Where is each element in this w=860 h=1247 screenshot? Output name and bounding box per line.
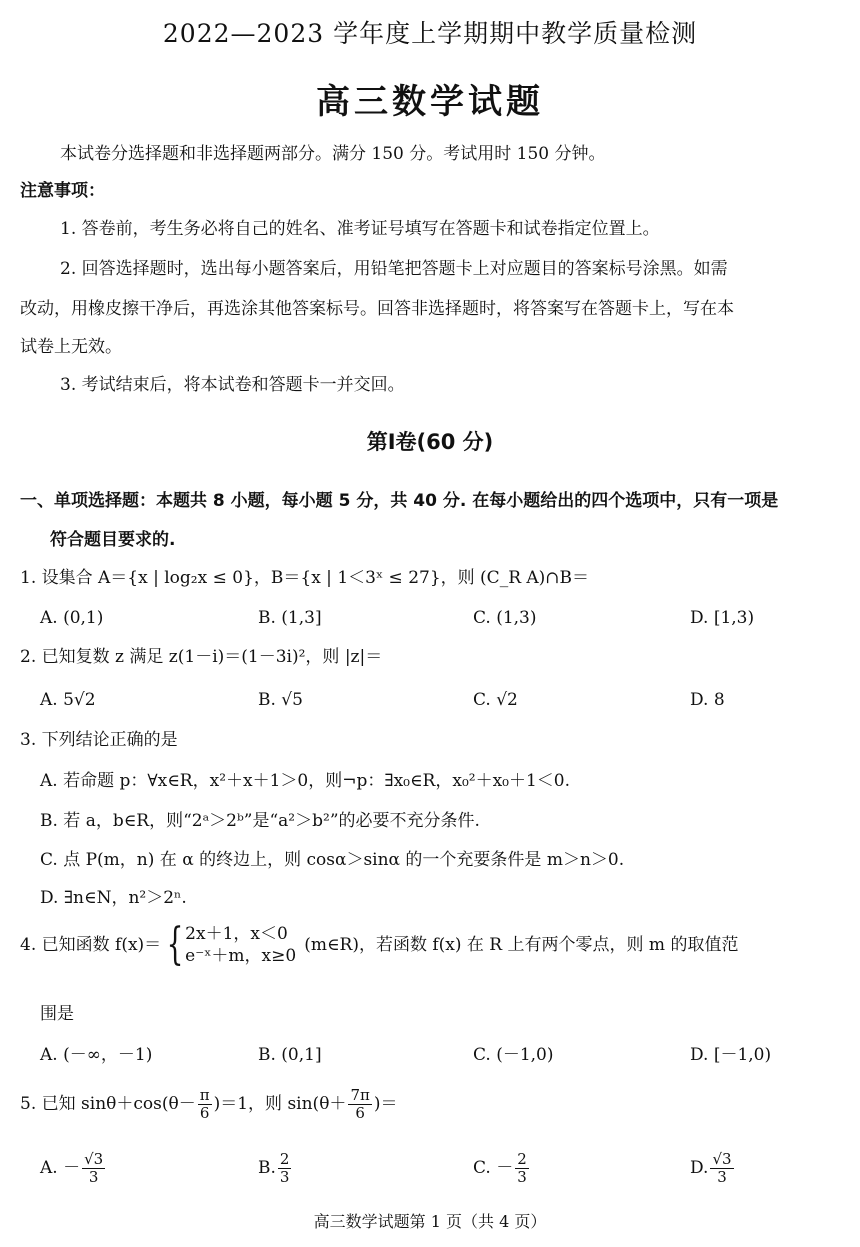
fraction-7pi-over-6 [348, 1087, 371, 1122]
question-4-option-c: C. (－1,0) [473, 1045, 554, 1065]
fraction-numerator: π [199, 1086, 210, 1104]
note-1: 1. 答卷前，考生务必将自己的姓名、准考证号填写在答题卡和试卷指定位置上。 [60, 219, 660, 239]
question-4-option-d: D. [－1,0) [690, 1045, 772, 1065]
question-3-option-c: C. 点 P(m，n) 在 α 的终边上，则 cosα＞sinα 的一个充要条件是 m＞n＞0. [40, 850, 625, 870]
fraction-pi-over-6 [198, 1087, 212, 1122]
exam-subtitle: 高三数学试题 [316, 82, 544, 122]
piecewise-case-1: 2x＋1，x＜0 [185, 924, 288, 944]
option-fraction [82, 1151, 105, 1186]
page-footer: 高三数学试题第 1 页（共 4 页） [313, 1212, 547, 1231]
question-4-stem-line-2: 围是 [40, 1004, 74, 1024]
question-2-option-d: D. 8 [690, 690, 725, 710]
fraction-denominator: 3 [517, 1168, 527, 1186]
fraction-numerator: 2 [517, 1150, 527, 1168]
question-5-stem-suffix: )＝ [373, 1094, 398, 1114]
part1-instructions-line-2: 符合题目要求的. [50, 530, 176, 550]
piecewise-function [185, 923, 296, 967]
option-fraction [515, 1151, 529, 1186]
question-5-option-d [690, 1148, 736, 1188]
piecewise-brace: { [166, 919, 184, 970]
question-2-option-a: A. 5√2 [40, 690, 96, 710]
question-5-option-c [473, 1148, 531, 1188]
fraction-denominator: 6 [355, 1104, 365, 1122]
note-2-line-1: 2. 回答选择题时，选出每小题答案后，用铅笔把答题卡上对应题目的答案标号涂黑。如需 [60, 259, 728, 279]
question-5-stem-middle: )＝1，则 sin(θ＋ [213, 1094, 347, 1114]
option-label: D. [690, 1158, 709, 1178]
fraction-numerator: 2 [279, 1150, 290, 1168]
question-4-option-a: A. (－∞，－1) [40, 1045, 153, 1065]
question-1-option-a: A. (0,1) [40, 608, 104, 628]
question-4-option-b: B. (0,1] [258, 1045, 322, 1065]
note-2-line-2: 改动，用橡皮擦干净后，再选涂其他答案标号。回答非选择题时，将答案写在答题卡上，写在本 [20, 299, 734, 319]
question-3-option-d: D. ∃n∈N，n²＞2ⁿ. [40, 888, 187, 908]
question-3-option-a: A. 若命题 p：∀x∈R，x²＋x＋1＞0，则¬p：∃x₀∈R，x₀²＋x₀＋1＜0. [40, 771, 571, 791]
question-2-option-c: C. √2 [473, 690, 518, 710]
exam-title: 2022—2023 学年度上学期期中教学质量检测 [162, 19, 698, 48]
fraction-denominator: 3 [717, 1168, 727, 1186]
question-1-stem: 1. 设集合 A＝{x | log₂x ≤ 0}，B＝{x | 1＜3ˣ ≤ 27}，则 (C_R A)∩B＝ [20, 568, 590, 588]
question-4-stem [20, 919, 739, 970]
question-4-stem-prefix: 4. 已知函数 f(x)＝ [20, 935, 162, 955]
note-3: 3. 考试结束后，将本试卷和答题卡一并交回。 [60, 375, 405, 395]
fraction-numerator: √3 [712, 1150, 732, 1168]
question-1-option-d: D. [1,3) [690, 608, 755, 628]
piecewise-case-2: e⁻ˣ＋m，x≥0 [185, 946, 297, 966]
fraction-denominator: 6 [199, 1104, 210, 1122]
fraction-numerator: 7π [350, 1086, 370, 1104]
question-4-stem-suffix: (m∈R)，若函数 f(x) 在 R 上有两个零点，则 m 的取值范 [304, 935, 739, 955]
intro-text: 本试卷分选择题和非选择题两部分。满分 150 分。考试用时 150 分钟。 [60, 144, 606, 164]
option-fraction [278, 1151, 292, 1186]
question-5-stem-prefix: 5. 已知 sinθ＋cos(θ－ [20, 1094, 196, 1114]
question-3-stem: 3. 下列结论正确的是 [20, 730, 178, 750]
option-label: C. － [473, 1158, 514, 1178]
fraction-denominator: 3 [279, 1168, 290, 1186]
part1-instructions-line-1: 一、单项选择题：本题共 8 小题，每小题 5 分，共 40 分. 在每小题给出的四个选项中，只有一项是 [20, 491, 779, 511]
option-label: A. － [40, 1158, 81, 1178]
notes-heading: 注意事项： [20, 181, 105, 201]
question-5-option-a [40, 1148, 107, 1188]
note-2-line-3: 试卷上无效。 [20, 337, 122, 357]
option-label: B. [258, 1158, 276, 1178]
question-5-stem [20, 1084, 397, 1124]
question-2-stem: 2. 已知复数 z 满足 z(1－i)＝(1－3i)²，则 |z|＝ [20, 647, 383, 667]
question-2-option-b: B. √5 [258, 690, 303, 710]
question-1-option-c: C. (1,3) [473, 608, 537, 628]
option-fraction [710, 1151, 733, 1186]
question-3-option-b: B. 若 a，b∈R，则“2ᵃ＞2ᵇ”是“a²＞b²”的必要不充分条件. [40, 811, 480, 831]
fraction-denominator: 3 [88, 1168, 99, 1186]
question-5-option-b [258, 1148, 293, 1188]
section-heading: 第Ⅰ卷(60 分) [366, 430, 494, 454]
fraction-numerator: √3 [84, 1150, 104, 1168]
question-1-option-b: B. (1,3] [258, 608, 322, 628]
